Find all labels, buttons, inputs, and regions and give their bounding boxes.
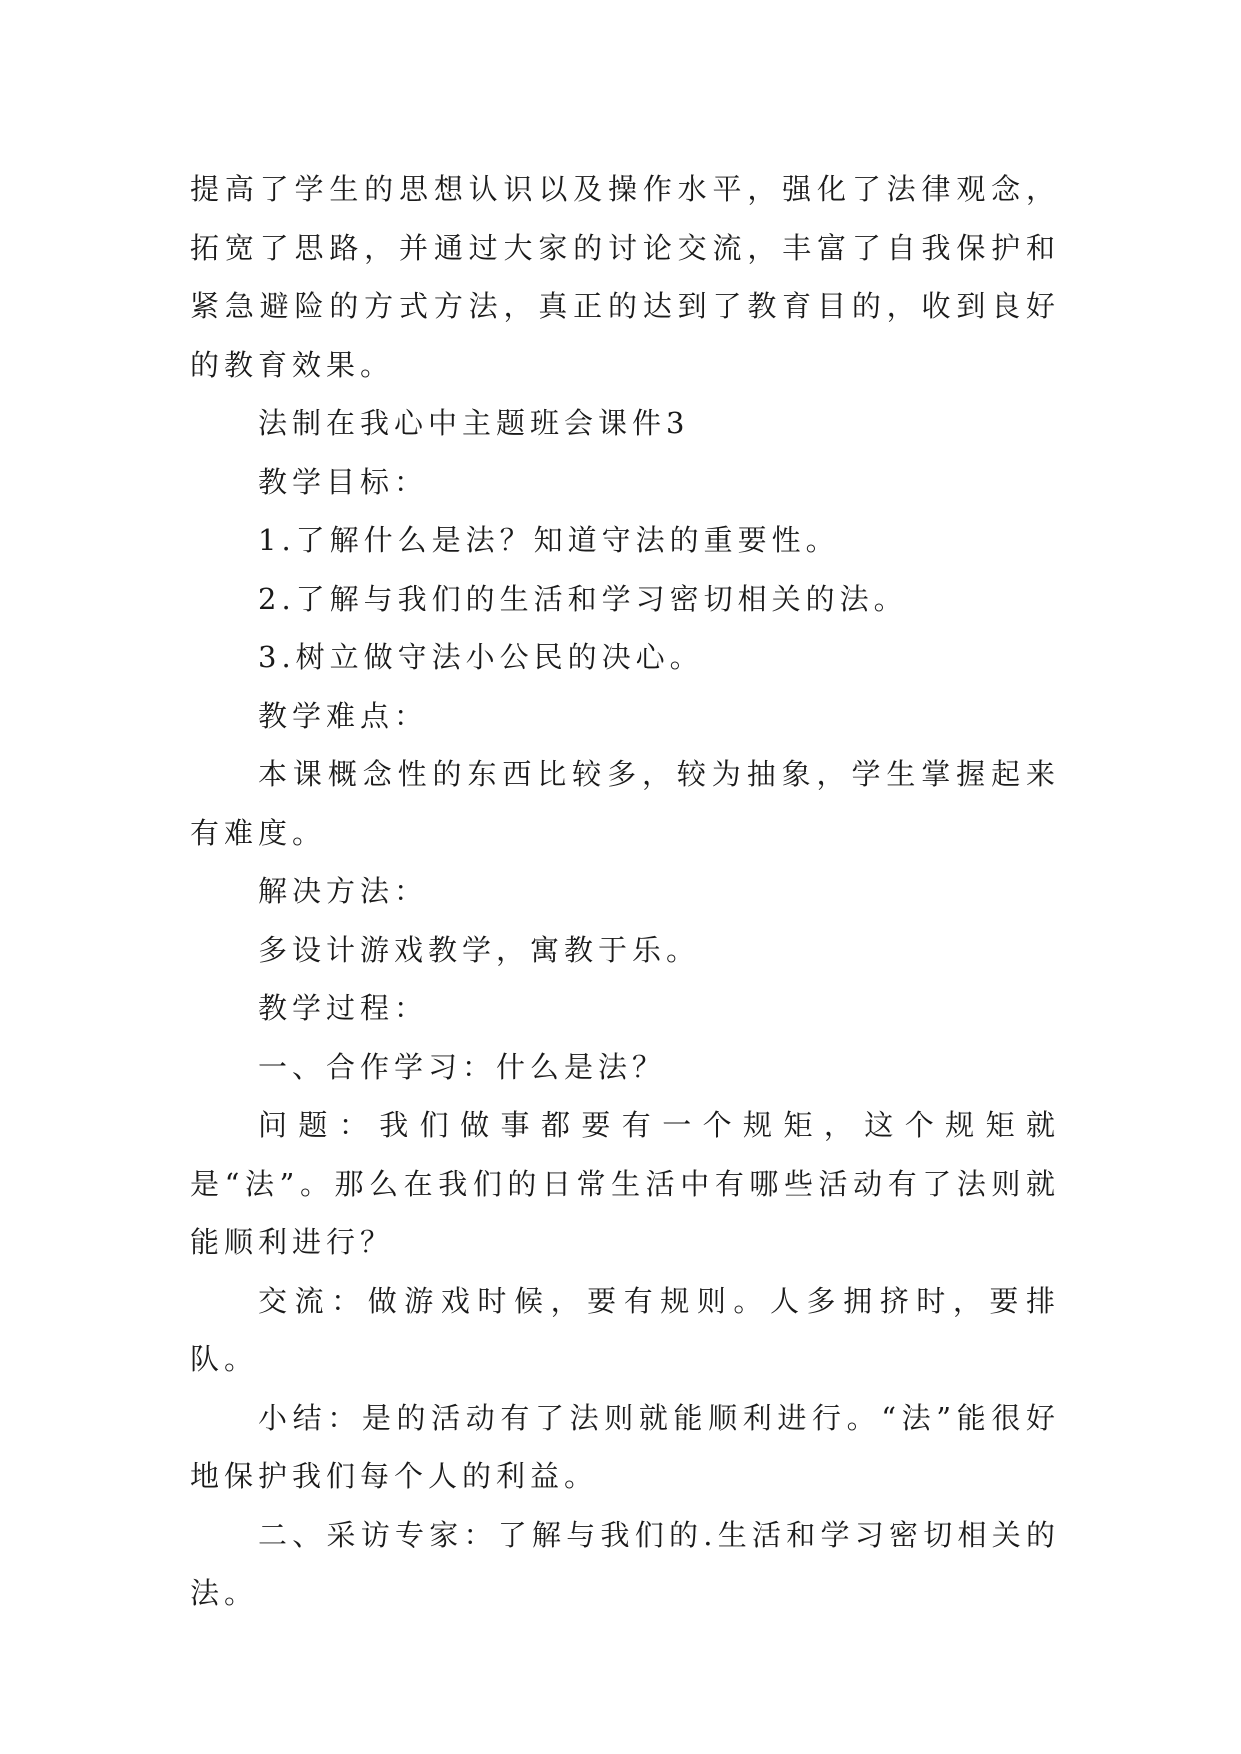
summary-text: 小结：是的活动有了法则就能顺利进行。“法”能很好地保护我们每个人的利益。: [190, 1400, 1060, 1493]
process-step-1: 一、合作学习：什么是法？: [258, 1049, 667, 1084]
heading-teaching-process: 教学过程：: [258, 991, 429, 1025]
paragraph-continuation: 提高了学生的思想认识以及操作水平，强化了法律观念，拓宽了思路，并通过大家的讨论交流，丰富了自我保护和紧急避险的方式方法，真正的达到了教育目的，收到良好的教育效果。: [190, 172, 1060, 382]
solution-text: 多设计游戏教学，寓教于乐。: [258, 932, 701, 967]
goal-item-1: 1.了解什么是法？知道守法的重要性。: [258, 523, 840, 557]
goal-item-2: 2.了解与我们的生活和学习密切相关的法。: [258, 581, 908, 616]
heading-solution: 解决方法：: [258, 874, 429, 908]
difficulty-text: 本课概念性的东西比较多，较为抽象，学生掌握起来有难度。: [190, 757, 1060, 850]
process-step-2: 二、采访专家：了解与我们的.生活和学习密切相关的法。: [190, 1517, 1060, 1610]
document-body: [190, 160, 1060, 1623]
goal-item-3: 3.树立做守法小公民的决心。: [258, 640, 704, 674]
question-text: 问题：我们做事都要有一个规矩，这个规矩就是“法”。那么在我们的日常生活中有哪些活动有了法则就能顺利进行？: [190, 1108, 1060, 1259]
section-title: 法制在我心中主题班会课件3: [258, 406, 690, 440]
exchange-text: 交流：做游戏时候，要有规则。人多拥挤时，要排队。: [190, 1283, 1060, 1376]
heading-teaching-difficulty: 教学难点：: [258, 698, 429, 733]
heading-teaching-goals: 教学目标：: [258, 464, 429, 499]
